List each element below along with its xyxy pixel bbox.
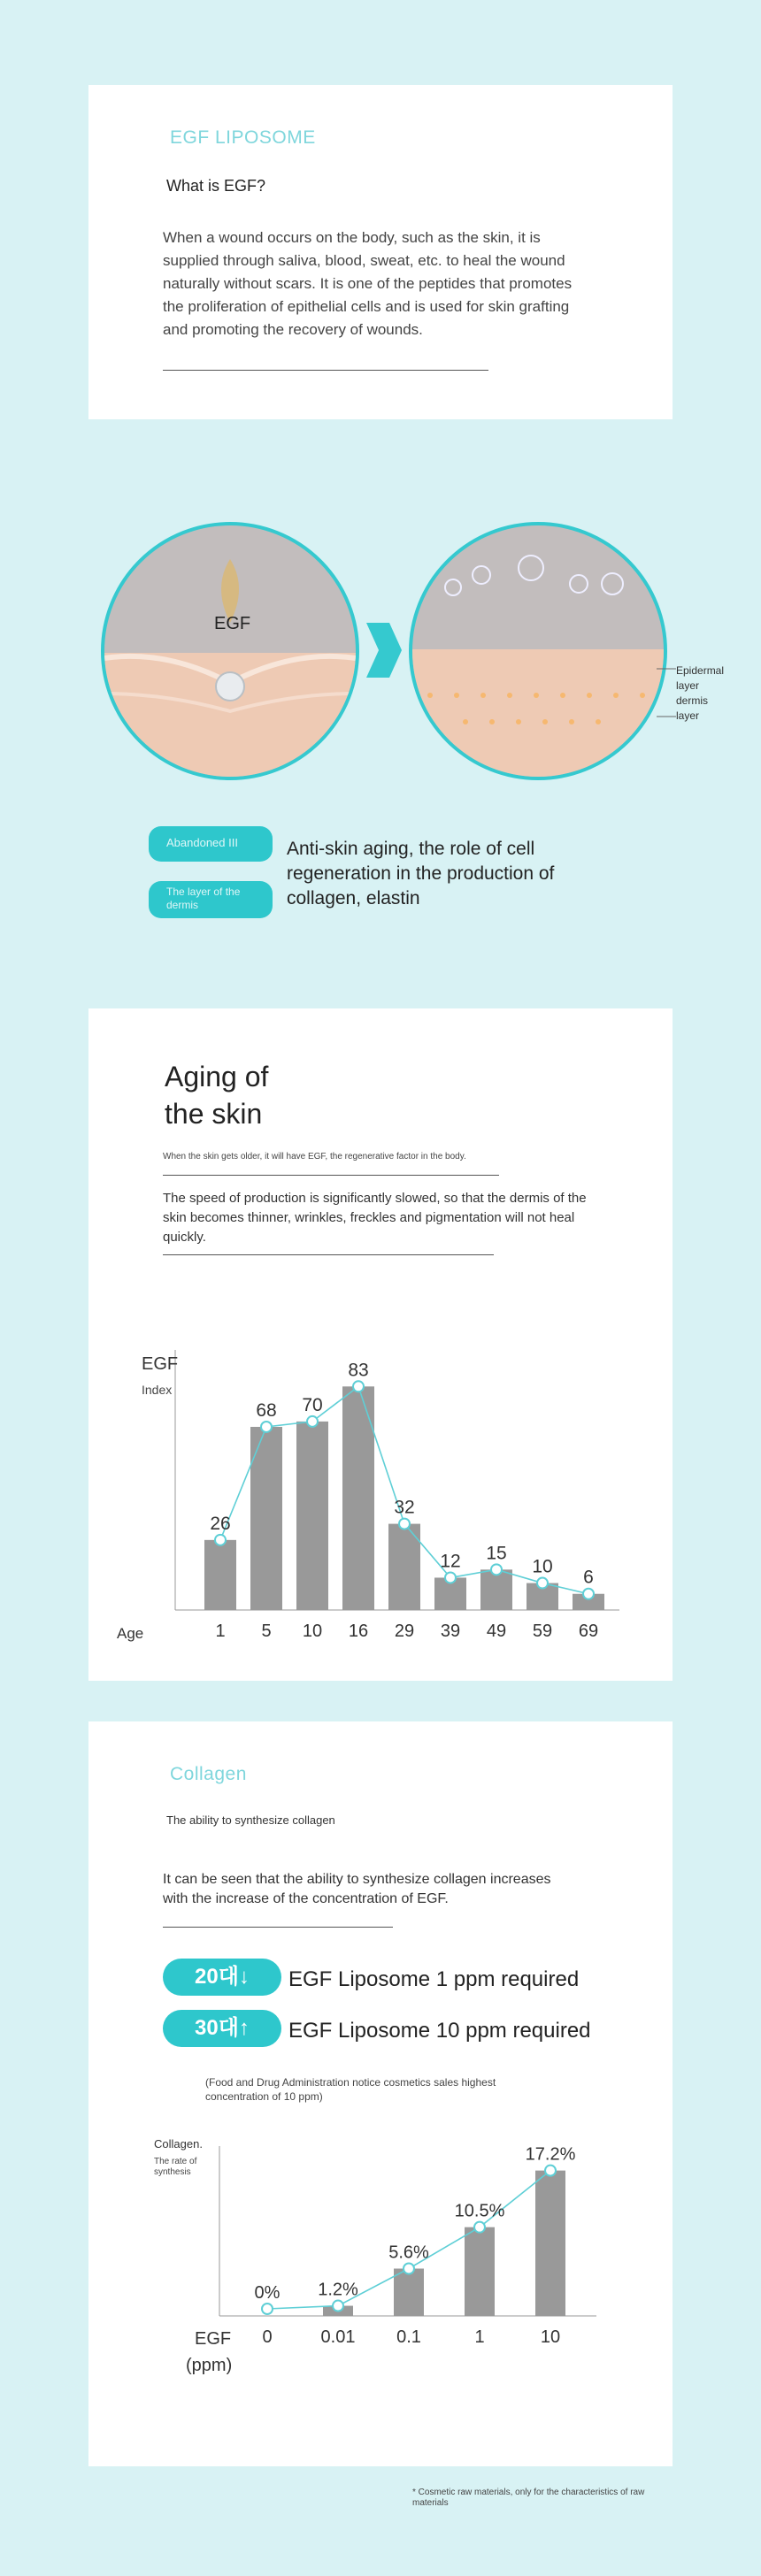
data-label: 17.2%: [525, 2144, 576, 2165]
collagen-synthesis-chart: [88, 2111, 673, 2457]
x-tick-label: 49: [486, 1622, 507, 1641]
data-label: 10: [532, 1556, 553, 1577]
brand-title: EGF LIPOSOME: [170, 127, 316, 148]
dermis-layer-pill-label: The layer of the dermis: [166, 886, 241, 911]
dermis-label: dermis: [676, 694, 709, 707]
divider: [163, 1254, 494, 1255]
skin-after-circle: [409, 522, 667, 780]
trend-point: [333, 2301, 343, 2312]
badge-20s: [163, 1959, 281, 1996]
aging-title-line2: the skin: [165, 1098, 263, 1130]
collagen-title: Collagen: [170, 1764, 247, 1784]
data-label: 32: [394, 1497, 415, 1518]
x-tick-label: 16: [348, 1622, 369, 1641]
x-tick-label: 69: [578, 1622, 599, 1641]
chart-bar: [465, 2227, 495, 2316]
question-heading: What is EGF?: [166, 177, 266, 195]
x-tick-label: 0: [262, 2327, 273, 2347]
anti-aging-caption: Anti-skin aging, the role of cell regeneration in the production of collagen, elastin: [287, 839, 555, 908]
epidermal-label: Epidermal: [676, 664, 725, 677]
abandoned-pill-label: Abandoned III: [166, 836, 238, 849]
trend-point: [353, 1381, 364, 1392]
trend-point: [262, 2304, 273, 2314]
data-label: 12: [440, 1551, 461, 1572]
y-axis-label: EGF: [142, 1354, 179, 1374]
x-tick-label: 10: [540, 2327, 561, 2347]
arrow-right-icon: [363, 619, 405, 681]
trend-point: [445, 1572, 456, 1583]
x-tick-label: 1: [474, 2327, 485, 2347]
footnote: * Cosmetic raw materials, only for the characteristics of raw materials: [412, 2488, 645, 2508]
x-tick-label: 1: [215, 1622, 226, 1641]
aging-title: [165, 1058, 268, 1132]
trend-point: [545, 2166, 556, 2176]
y-axis-sublabel: Index: [142, 1383, 173, 1397]
x-tick-label: 0.1: [396, 2327, 421, 2347]
data-label: 6: [583, 1567, 594, 1588]
layer-label: layer: [676, 709, 700, 722]
egf-age-chart: [88, 1274, 673, 1681]
chart-bar: [535, 2171, 565, 2316]
badge-20s-text: EGF Liposome 1 ppm required: [288, 1967, 580, 1991]
chart-bar: [204, 1540, 236, 1610]
layer-label: layer: [676, 679, 700, 692]
chart-bar: [296, 1422, 328, 1610]
y-axis-sublabel-line: synthesis: [154, 2167, 191, 2177]
x-axis-label: Age: [117, 1625, 144, 1642]
trend-point: [404, 2263, 414, 2273]
aging-description: The speed of production is significantly slowed, so that the dermis of the skin becomes thinner, wrinkles, freckles and pigmentation will not heal quickly.: [163, 1191, 587, 1245]
x-tick-label: 29: [394, 1622, 415, 1641]
collagen-subtitle: The ability to synthesize collagen: [166, 1813, 335, 1827]
divider: [163, 370, 488, 371]
collagen-card: [88, 1721, 673, 2466]
x-axis-sublabel: (ppm): [186, 2356, 233, 2375]
dermis-layer-pill: [149, 881, 273, 918]
x-tick-label: 59: [532, 1622, 553, 1641]
bubbles-illustration: [412, 525, 664, 777]
badge-30s: [163, 2010, 281, 2047]
skin-before-circle: [101, 522, 359, 780]
y-axis-sublabel: [154, 2157, 197, 2177]
y-axis-sublabel-line: The rate of: [154, 2157, 197, 2166]
abandoned-pill: [149, 826, 273, 862]
x-axis-label: EGF: [195, 2329, 232, 2349]
y-axis-label: Collagen.: [154, 2137, 203, 2150]
trend-point: [583, 1589, 594, 1599]
trend-point: [537, 1578, 548, 1589]
divider: [163, 1175, 499, 1176]
x-tick-label: 10: [302, 1622, 323, 1641]
trend-point: [474, 2222, 485, 2233]
aging-title-line1: Aging of: [165, 1061, 269, 1092]
layer-labels: [676, 663, 724, 724]
fda-note: (Food and Drug Administration notice cosmetics sales highest concentration of 10 ppm): [205, 2076, 496, 2103]
x-tick-label: 39: [440, 1622, 461, 1641]
skin-dip-illustration: [104, 525, 356, 777]
chart-bar: [394, 2268, 424, 2316]
aging-note: When the skin gets older, it will have EGF, the regenerative factor in the body.: [163, 1152, 466, 1162]
badge-30s-label: 30대↑: [195, 2016, 250, 2040]
trend-point: [491, 1564, 502, 1575]
egf-drop-label: EGF: [214, 614, 251, 633]
data-label: 1.2%: [318, 2280, 358, 2300]
x-tick-label: 0.01: [320, 2327, 356, 2347]
collagen-description: It can be seen that the ability to synthesize collagen increases with the increase of the concentration of EGF.: [163, 1872, 551, 1906]
data-label: 0%: [254, 2283, 281, 2303]
data-label: 26: [210, 1513, 231, 1534]
aging-card: [88, 1008, 673, 1681]
data-label: 68: [256, 1399, 277, 1421]
data-label: 70: [302, 1394, 323, 1415]
layer-pointer-lines: [657, 665, 678, 724]
data-label: 83: [348, 1360, 369, 1381]
egf-description: When a wound occurs on the body, such as the skin, it is supplied through saliva, blood, sweat, etc. to heal the wound naturally without scars. It is one of the peptides that promotes the proliferation of epithelial cells and is used for skin grafting and promoting the recovery of wounds.: [163, 229, 573, 338]
data-label: 15: [486, 1543, 507, 1564]
trend-point: [399, 1519, 410, 1530]
x-tick-label: 5: [261, 1622, 272, 1641]
intro-card: [88, 85, 673, 419]
trend-point: [215, 1535, 226, 1545]
trend-point: [261, 1422, 272, 1432]
trend-point: [307, 1416, 318, 1427]
badge-30s-text: EGF Liposome 10 ppm required: [288, 2019, 591, 2043]
data-label: 10.5%: [454, 2201, 505, 2221]
badge-20s-label: 20대↓: [195, 1965, 250, 1989]
data-label: 5.6%: [388, 2242, 429, 2263]
divider: [163, 1927, 393, 1928]
